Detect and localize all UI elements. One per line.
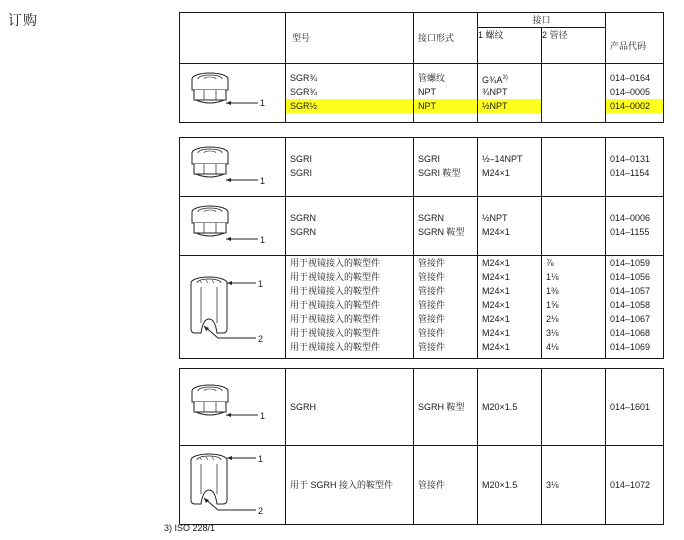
sgrn-form: SGRN bbox=[418, 213, 445, 223]
saddle-pipe: 2⅛ bbox=[546, 314, 559, 324]
saddle-pipe: 1⅛ bbox=[546, 272, 559, 282]
table1-thread: ¾NPT bbox=[482, 87, 508, 97]
sgri-form: SGRI bbox=[418, 154, 441, 164]
sgri-pipes bbox=[542, 138, 606, 197]
sgrh-form-cell bbox=[414, 369, 478, 446]
saddle-model: 用于视镜接入的鞍型件 bbox=[290, 342, 381, 352]
callout-2: 2 bbox=[258, 334, 264, 344]
sgri-code: 014–1154 bbox=[610, 168, 650, 178]
sgrh-thread: M20×1.5 bbox=[482, 402, 518, 412]
saddle-model: 用于视镜接入的鞍型件 bbox=[290, 286, 381, 296]
sight-glass-image bbox=[180, 64, 286, 123]
header-interface-form: 接口形式 bbox=[414, 13, 478, 64]
sgrh-code-cell bbox=[606, 369, 664, 446]
saddle-model: 用于视镜接入的鞍型件 bbox=[290, 328, 381, 338]
sgrh-model-cell bbox=[286, 369, 414, 446]
sgrn-thread: ½NPT bbox=[482, 213, 508, 223]
table1-forms bbox=[414, 64, 478, 123]
sgrh-form: SGRH 鞍型 bbox=[418, 402, 465, 412]
table1-model: SGR¾ bbox=[290, 73, 318, 83]
sgrn-forms bbox=[414, 197, 478, 256]
sgrn-code: 014–1155 bbox=[610, 227, 650, 237]
header-thread: 1 螺纹 bbox=[478, 28, 542, 64]
sgrh-saddle-code: 014–1072 bbox=[610, 480, 651, 490]
saddle-form: 管接件 bbox=[418, 342, 446, 352]
saddle-model: 用于视镜接入的鞍型件 bbox=[290, 300, 381, 310]
saddle-model: 用于视镜接入的鞍型件 bbox=[290, 314, 381, 324]
sgri-models bbox=[286, 138, 414, 197]
saddle-form: 管接件 bbox=[418, 328, 446, 338]
sgrh-saddle-form-cell bbox=[414, 446, 478, 525]
sgrh-thread-cell bbox=[478, 369, 542, 446]
sgrh-saddle-pipe: 3⅛ bbox=[546, 480, 559, 490]
saddle-models bbox=[286, 256, 414, 359]
sgrn-thread: M24×1 bbox=[482, 227, 510, 237]
sgrh-saddle-drawing bbox=[180, 446, 286, 522]
sgrn-model: SGRN bbox=[290, 213, 317, 223]
table1-codes bbox=[606, 64, 664, 123]
saddle-threads bbox=[478, 256, 542, 359]
sgrn-pipes bbox=[542, 197, 606, 256]
sgri-model: SGRI bbox=[290, 168, 313, 178]
saddle-code: 014–1059 bbox=[610, 258, 651, 268]
saddle-codes bbox=[606, 256, 664, 359]
header-interface: 接口 bbox=[478, 13, 606, 28]
ordering-table-3 bbox=[179, 368, 664, 525]
sgrh-saddle-model: 用于 SGRH 接入的鞍型件 bbox=[290, 480, 394, 490]
sgrh-saddle-form: 管接件 bbox=[418, 480, 446, 490]
sgrh-saddle-code-cell bbox=[606, 446, 664, 525]
sgrn-models bbox=[286, 197, 414, 256]
saddle-pipe: 1⅜ bbox=[546, 286, 559, 296]
sgrn-image bbox=[180, 197, 286, 256]
sgrh-pipe bbox=[542, 400, 605, 414]
saddle-code: 014–1057 bbox=[610, 286, 651, 296]
sgri-codes bbox=[606, 138, 664, 197]
callout-1: 1 bbox=[260, 411, 266, 421]
saddle-form: 管接件 bbox=[418, 258, 446, 268]
table1-form: 管螺纹 bbox=[418, 73, 446, 83]
saddle-code: 014–1067 bbox=[610, 314, 651, 324]
footnote: 3) ISO 228/1 bbox=[164, 523, 216, 533]
table1-model: SGR¾ bbox=[290, 87, 318, 97]
sgrh-saddle-thread: M20×1.5 bbox=[482, 480, 518, 490]
table1-code: 014–0164 bbox=[610, 73, 651, 83]
saddle-fitting-drawing bbox=[180, 256, 286, 356]
sgrn-form: SGRN 鞍型 bbox=[418, 227, 465, 237]
saddle-pipe: 1⅝ bbox=[546, 300, 559, 310]
sgri-code: 014–0131 bbox=[610, 154, 651, 164]
sgri-thread: ½–14NPT bbox=[482, 154, 523, 164]
saddle-thread: M24×1 bbox=[482, 314, 510, 324]
table1-code: 014–0005 bbox=[610, 87, 651, 97]
sgrh-saddle-image bbox=[180, 446, 286, 525]
saddle-code: 014–1068 bbox=[610, 328, 651, 338]
callout-1: 1 bbox=[258, 454, 264, 464]
sgrh-pipe-cell bbox=[542, 369, 606, 446]
table1-thread-value: G¾A bbox=[482, 75, 503, 85]
table1-code-highlighted: 014–0002 bbox=[606, 99, 663, 113]
saddle-pipe: 4⅛ bbox=[546, 342, 559, 352]
saddle-thread: M24×1 bbox=[482, 300, 510, 310]
sgrn-threads bbox=[478, 197, 542, 256]
table1-thread bbox=[478, 71, 541, 85]
callout-1: 1 bbox=[260, 98, 266, 108]
saddle-forms bbox=[414, 256, 478, 359]
sgrh-image bbox=[180, 369, 286, 446]
table1-pipes bbox=[542, 64, 606, 123]
table1-model-highlighted: SGR½ bbox=[286, 99, 413, 113]
sgri-model: SGRI bbox=[290, 154, 313, 164]
sgrh-saddle-model-cell bbox=[286, 446, 414, 525]
saddle-pipes bbox=[542, 256, 606, 359]
saddle-model: 用于视镜接入的鞍型件 bbox=[290, 272, 381, 282]
sgri-thread: M24×1 bbox=[482, 168, 510, 178]
sgrn-codes bbox=[606, 197, 664, 256]
saddle-fitting-image bbox=[180, 256, 286, 359]
sgrn-drawing bbox=[180, 197, 286, 253]
saddle-code: 014–1069 bbox=[610, 342, 651, 352]
saddle-form: 管接件 bbox=[418, 272, 446, 282]
page-title: 订购 bbox=[8, 12, 38, 28]
sgri-forms bbox=[414, 138, 478, 197]
sgri-threads bbox=[478, 138, 542, 197]
callout-2: 2 bbox=[258, 506, 264, 516]
sgri-drawing bbox=[180, 138, 286, 194]
saddle-thread: M24×1 bbox=[482, 272, 510, 282]
sgrn-model: SGRN bbox=[290, 227, 317, 237]
table1-thread-highlighted: ½NPT bbox=[478, 99, 541, 113]
ordering-table-1 bbox=[179, 12, 664, 123]
table1-models bbox=[286, 64, 414, 123]
sgri-form: SGRI 鞍型 bbox=[418, 168, 461, 178]
saddle-code: 014–1056 bbox=[610, 272, 651, 282]
sgrh-model: SGRH bbox=[290, 402, 317, 412]
sgrn-code: 014–0006 bbox=[610, 213, 651, 223]
header-model: 型号 bbox=[286, 13, 414, 64]
saddle-thread: M24×1 bbox=[482, 258, 510, 268]
saddle-form: 管接件 bbox=[418, 286, 446, 296]
callout-1: 1 bbox=[260, 176, 266, 186]
footnote-ref: 3) bbox=[502, 75, 508, 81]
saddle-form: 管接件 bbox=[418, 300, 446, 310]
table1-form-highlighted: NPT bbox=[414, 99, 477, 113]
sgrh-code: 014–1601 bbox=[610, 402, 651, 412]
callout-1: 1 bbox=[260, 235, 266, 245]
saddle-thread: M24×1 bbox=[482, 328, 510, 338]
header-pipe: 2 管径 bbox=[542, 28, 606, 64]
saddle-thread: M24×1 bbox=[482, 342, 510, 352]
saddle-model: 用于视镜接入的鞍型件 bbox=[290, 258, 381, 268]
sgrh-saddle-pipe-cell bbox=[542, 446, 606, 525]
sgrh-drawing bbox=[180, 369, 286, 443]
saddle-thread: M24×1 bbox=[482, 286, 510, 296]
saddle-code: 014–1058 bbox=[610, 300, 651, 310]
header-image-cell bbox=[180, 13, 286, 64]
table1-threads bbox=[478, 64, 542, 123]
saddle-form: 管接件 bbox=[418, 314, 446, 324]
callout-1: 1 bbox=[258, 279, 264, 289]
saddle-pipe: 3⅛ bbox=[546, 328, 559, 338]
table1-form: NPT bbox=[418, 87, 436, 97]
header-product-code: 产品代码 bbox=[606, 13, 664, 64]
sgrh-saddle-thread-cell bbox=[478, 446, 542, 525]
ordering-table-2 bbox=[179, 137, 664, 359]
sight-glass-drawing bbox=[180, 64, 286, 120]
saddle-pipe: ⅞ bbox=[546, 258, 554, 268]
sgri-image bbox=[180, 138, 286, 197]
